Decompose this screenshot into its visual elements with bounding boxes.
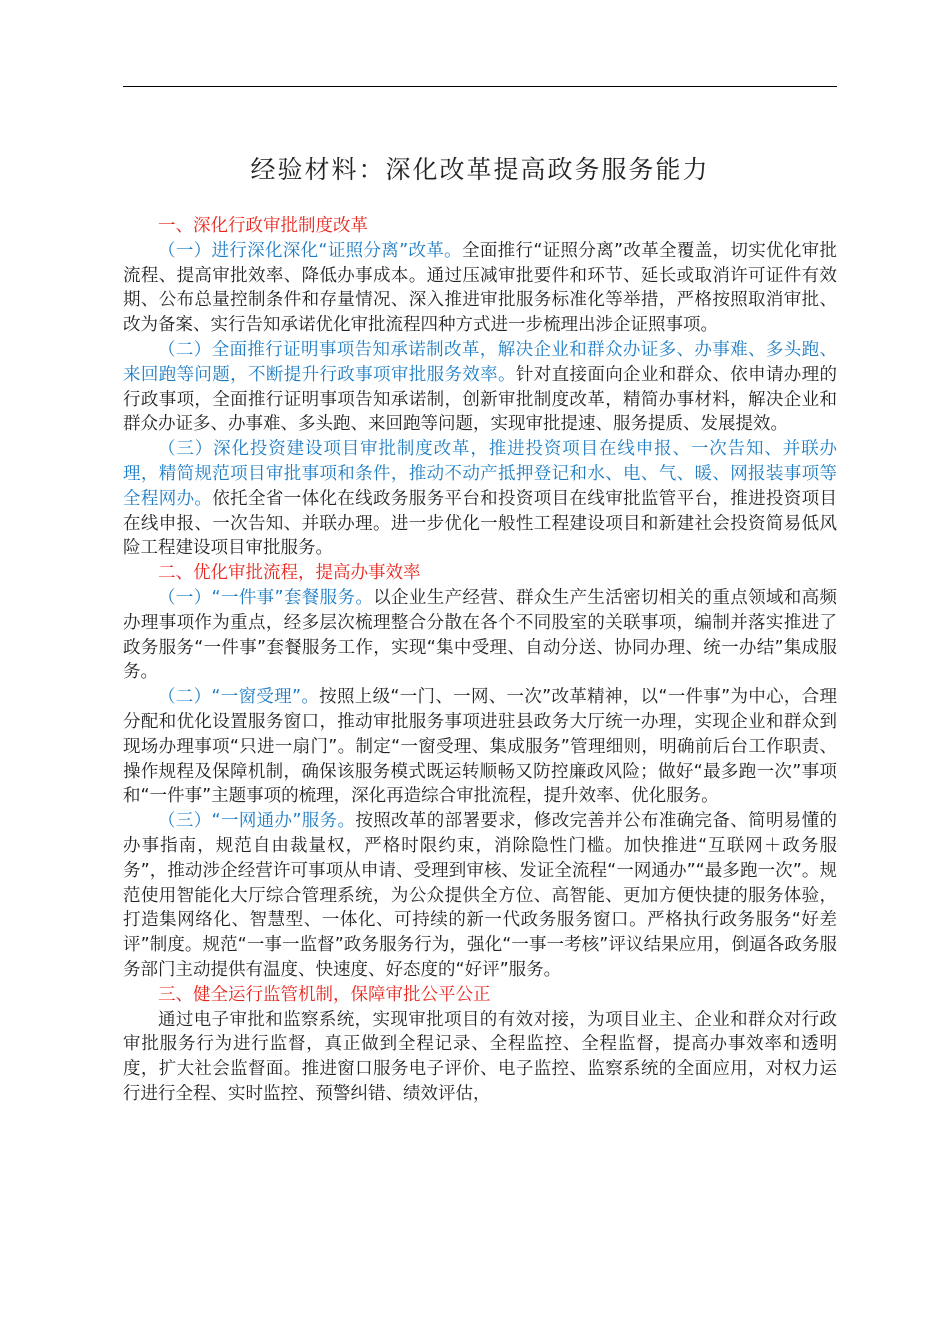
item-body: 按照上级“一门、一网、一次”改革精神，以“一件事”为中心，合理分配和优化设置服务窗口，推动审批服务事项进驻县政务大厅统一办理，实现企业和群众到现场办理事项“只进一扇门”。制定“一窗受理、集成服务”管理细则，明确前后台工作职责、操作规程及保障机制，确保该服务模式既运转顺畅又防控廉政风险；做好“最多跑一次”事项和“一件事”主题事项的梳理，深化再造综合审批流程，提升效率、优化服务。 xyxy=(123,687,837,807)
item-body: 以企业生产经营、群众生产生活密切相关的重点领域和高频办理事项作为重点，经多层次梳理整合分散在各个不同股室的关联事项，编制并落实推进了政务服务“一件事”套餐服务工作，实现“集中受理、自动分送、协同办理、统一办结”集成服务。 xyxy=(123,587,837,683)
item-lead: （三）深化投资建设项目审批制度改革，推进投资项目在线申报、一次告知、并联办理，精简规范项目审批事项和条件，推动不动产抵押登记和水、电、气、暖、网报装事项等全程网办。 xyxy=(123,439,837,509)
section-1-item-3 xyxy=(123,437,837,561)
item-body: 全面推行“证照分离”改革全覆盖，切实优化审批流程、提高审批效率、降低办事成本。通过压减审批要件和环节、延长或取消许可证件有效期、公布总量控制条件和存量情况、深入推进审批服务标准化等举措，严格按照取消审批、改为备案、实行告知承诺优化审批流程四种方式进一步梳理出涉企证照事项。 xyxy=(123,240,837,336)
document-title: 经验材料：深化改革提高政务服务能力 xyxy=(250,155,710,184)
item-body: 按照改革的部署要求，修改完善并公布准确完备、简明易懂的办事指南，规范自由裁量权，严格时限约束，消除隐性门槛。加快推进“互联网＋政务服务”，推动涉企经营许可事项从申请、受理到审核、发证全流程“一网通办”“最多跑一次”。规范使用智能化大厅综合管理系统，为公众提供全方位、高智能、更加方便快捷的服务体验，打造集网络化、智慧型、一体化、可持续的新一代政务服务窗口。严格执行政务服务“好差评”制度。规范“一事一监督”政务服务行为，强化“一事一考核”评议结果应用，倒逼各政务服务部门主动提供有温度、快速度、好态度的“好评”服务。 xyxy=(123,811,837,980)
section-1-heading: 一、深化行政审批制度改革 xyxy=(158,216,368,236)
section-3-paragraph: 通过电子审批和监察系统，实现审批项目的有效对接，为项目业主、企业和群众对行政审批服务行为进行监督，真正做到全程记录、全程监控、全程监督，提高办事效率和透明度，扩大社会监督面。推进窗口服务电子评价、电子监控、监察系统的全面应用，对权力运行进行全程、实时监控、预警纠错、绩效评估， xyxy=(123,1009,837,1104)
item-lead: （二）“一窗受理”。 xyxy=(158,687,320,708)
section-2-item-2 xyxy=(123,685,837,809)
item-body: 依托全省一体化在线政务服务平台和投资项目在线审批监管平台，推进投资项目在线申报、一次告知、并联办理。进一步优化一般性工程建设项目和新建社会投资简易低风险工程建设项目审批服务。 xyxy=(123,488,837,559)
item-lead: （一）进行深化深化“证照分离”改革。 xyxy=(158,240,463,261)
item-lead: （三）“一网通办”服务。 xyxy=(158,811,356,832)
section-1-item-2 xyxy=(123,338,837,437)
section-3-heading: 三、健全运行监管机制，保障审批公平公正 xyxy=(158,984,491,1005)
section-1-item-1 xyxy=(123,239,837,338)
item-lead: （一）“一件事”套餐服务。 xyxy=(158,587,374,608)
item-body: 针对直接面向企业和群众、依申请办理的行政事项，全面推行证明事项告知承诺制，创新审批制度改革，精简办事材料，解决企业和群众办证多、办事难、多头跑、来回跑等问题，实现审批提速、服务提质、发展提效。 xyxy=(123,364,838,435)
section-2-item-1 xyxy=(123,586,837,685)
document-body xyxy=(123,214,837,1107)
header-rule xyxy=(123,86,837,87)
section-2-heading: 二、优化审批流程，提高办事效率 xyxy=(158,563,421,584)
item-lead: （二）全面推行证明事项告知承诺制改革，解决企业和群众办证多、办事难、多头跑、来回跑等问题，不断提升行政事项审批服务效率。 xyxy=(123,339,837,385)
section-2-item-3 xyxy=(123,809,837,983)
